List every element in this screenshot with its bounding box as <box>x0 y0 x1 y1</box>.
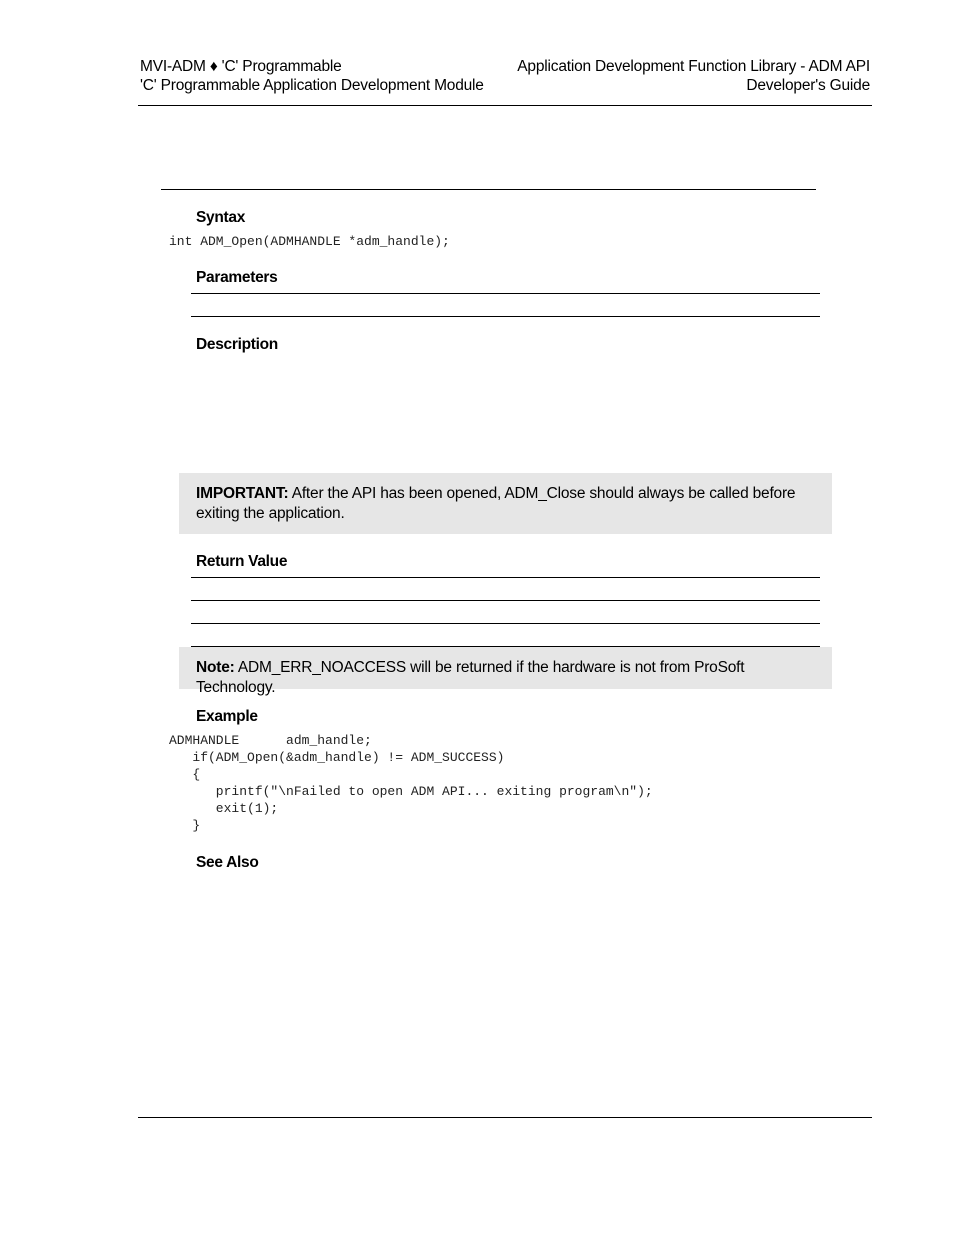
note-message: ADM_ERR_NOACCESS will be returned if the hardware is not from ProSoft Technology. <box>196 659 745 696</box>
footer-rule <box>138 1117 872 1118</box>
header-product-title: MVI-ADM ♦ 'C' Programmable <box>140 58 342 75</box>
note-text <box>196 658 826 698</box>
function-title-rule <box>161 189 816 190</box>
parameters-table-rule-bottom <box>191 316 820 317</box>
return-table-rule-2 <box>191 600 820 601</box>
important-callout <box>179 473 832 534</box>
return-value-heading: Return Value <box>196 553 288 570</box>
parameters-table-rule-top <box>191 293 820 294</box>
important-text <box>196 484 821 524</box>
header-left <box>140 57 484 95</box>
example-code: ADMHANDLE adm_handle; if(ADM_Open(&adm_handle) != ADM_SUCCESS) { printf("\nFailed to open ADM API... exiting program\n"); exit(1); } <box>169 733 653 833</box>
syntax-code: int ADM_Open(ADMHANDLE *adm_handle); <box>169 234 450 249</box>
note-callout <box>179 647 832 696</box>
important-label: IMPORTANT: <box>196 485 289 502</box>
description-heading: Description <box>196 336 278 353</box>
parameters-heading: Parameters <box>196 269 278 286</box>
header-library-title: Application Development Function Library - ADM API <box>517 58 870 75</box>
header-right <box>517 57 870 95</box>
header-guide-title: Developer's Guide <box>746 77 870 94</box>
see-also-heading: See Also <box>196 854 259 871</box>
header-module-title: 'C' Programmable Application Development Module <box>140 77 484 94</box>
syntax-heading: Syntax <box>196 209 246 226</box>
example-heading: Example <box>196 708 258 725</box>
header-rule <box>138 105 872 106</box>
note-label: Note: <box>196 659 235 676</box>
return-table-rule-1 <box>191 577 820 578</box>
important-message: After the API has been opened, ADM_Close should always be called before exiting the application. <box>196 485 796 522</box>
return-table-rule-3 <box>191 623 820 624</box>
